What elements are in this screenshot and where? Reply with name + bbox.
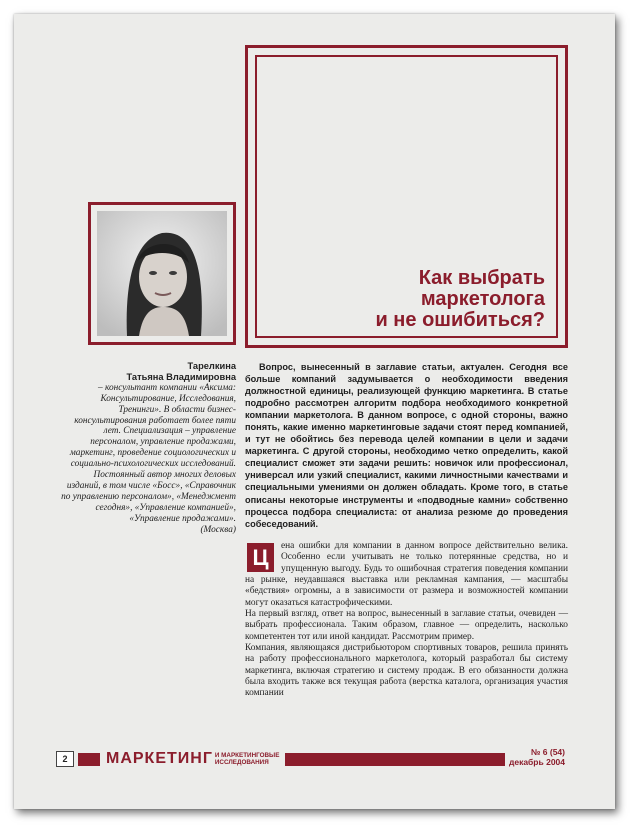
author-photo-frame bbox=[88, 202, 236, 345]
article-body bbox=[245, 541, 568, 700]
title-line-2: маркетолога bbox=[420, 288, 545, 310]
author-surname: Тарелкина bbox=[187, 361, 236, 371]
body-paragraph: Компания, являющаяся дистрибьютором спортивных товаров, решила принять на работу профессионального маркетолога, который разработал бы систему маркетинга, включая стратегию и систему продаж. В его обязанности должна была входить также вся текущая работа (верстка каталога, организация участия компании bbox=[245, 643, 568, 699]
article-lead: Вопрос, вынесенный в заглавие статьи, актуален. Сегодня все больше компаний задумывается о необходимости введения должностной единицы, реализующей функцию маркетинга. В статье подробно рассмотрен алгоритм подбора необходимого конкретной компании маркетолога. В данном вопросе, с одной стороны, важно понять, какие именно маркетинговые задачи стоят перед компанией, и тут не обойтись без перевода целей компании в цели и задачи маркетинга. С другой стороны, необходимо четко определить, какой специалист сможет эти задачи решить: новичок или профессионал, универсал или узкий специалист, какими личностными качествами и специальными умениями он должен обладать. Кроме того, в статье описаны некоторые инструменты и «подводные камни» собственно процесса подбора специалиста: от анализа резюме до проведения собеседований. bbox=[245, 362, 568, 529]
title-frame bbox=[245, 45, 568, 348]
drop-cap: Ц bbox=[247, 543, 274, 572]
magazine-page bbox=[14, 14, 615, 809]
body-paragraph: На первый взгляд, ответ на вопрос, вынесенный в заглавие статьи, очевиден — выбрать профессионала. Таким образом, главное — определить, насколько компетентен тот или иной кандидат. Рассмотрим пример. bbox=[245, 609, 568, 642]
title-line-1: Как выбрать bbox=[418, 267, 545, 289]
logo-main-text: МАРКЕТИНГ bbox=[106, 750, 213, 767]
issue-info bbox=[505, 747, 569, 767]
issue-date: декабрь 2004 bbox=[508, 757, 565, 767]
logo-sub-line-2: ИССЛЕДОВАНИЯ bbox=[214, 759, 269, 766]
body-paragraph: ена ошибки для компании в данном вопросе действительно велика. Особенно если учитывать не только потерянные средства, но и упущенную выгоду. Будь то ошибочная стратегия поведения компании на рынке, неудавшаяся выставка или рекламная кампания, — масштабы «бедствия» огромны, а в зависимости от размера и возможностей компании могут оказаться катастрофическими. bbox=[245, 541, 568, 608]
author-city: (Москва) bbox=[200, 524, 236, 535]
page-footer bbox=[14, 749, 615, 769]
author-info bbox=[58, 361, 236, 536]
article-title bbox=[275, 268, 545, 331]
author-name: Татьяна Владимировна bbox=[126, 371, 236, 382]
logo-sub-line-1: И МАРКЕТИНГОВЫЕ bbox=[214, 752, 280, 759]
author-portrait-image bbox=[97, 211, 227, 336]
magazine-logo bbox=[100, 749, 285, 769]
author-bio: – консультант компании «Аксима: Консультирование, Исследования, Тренинги». В области бизнес-консультирования работает более пяти лет. Специализация – управление персоналом, управление продажами, маркетинг, проведение социологических и социально-психологических исследований. Постоянный автор многих деловых изданий, в том числе «Босс», «Справочник по управлению персоналом», «Менеджмент сегодня», «Управление компанией», «Управление продажами». bbox=[61, 382, 236, 524]
logo-sub-text bbox=[215, 752, 280, 766]
author-photo bbox=[97, 211, 227, 336]
page-number: 2 bbox=[56, 751, 74, 767]
issue-number: № 6 (54) bbox=[530, 747, 565, 757]
title-line-3: и не ошибиться? bbox=[375, 309, 545, 331]
